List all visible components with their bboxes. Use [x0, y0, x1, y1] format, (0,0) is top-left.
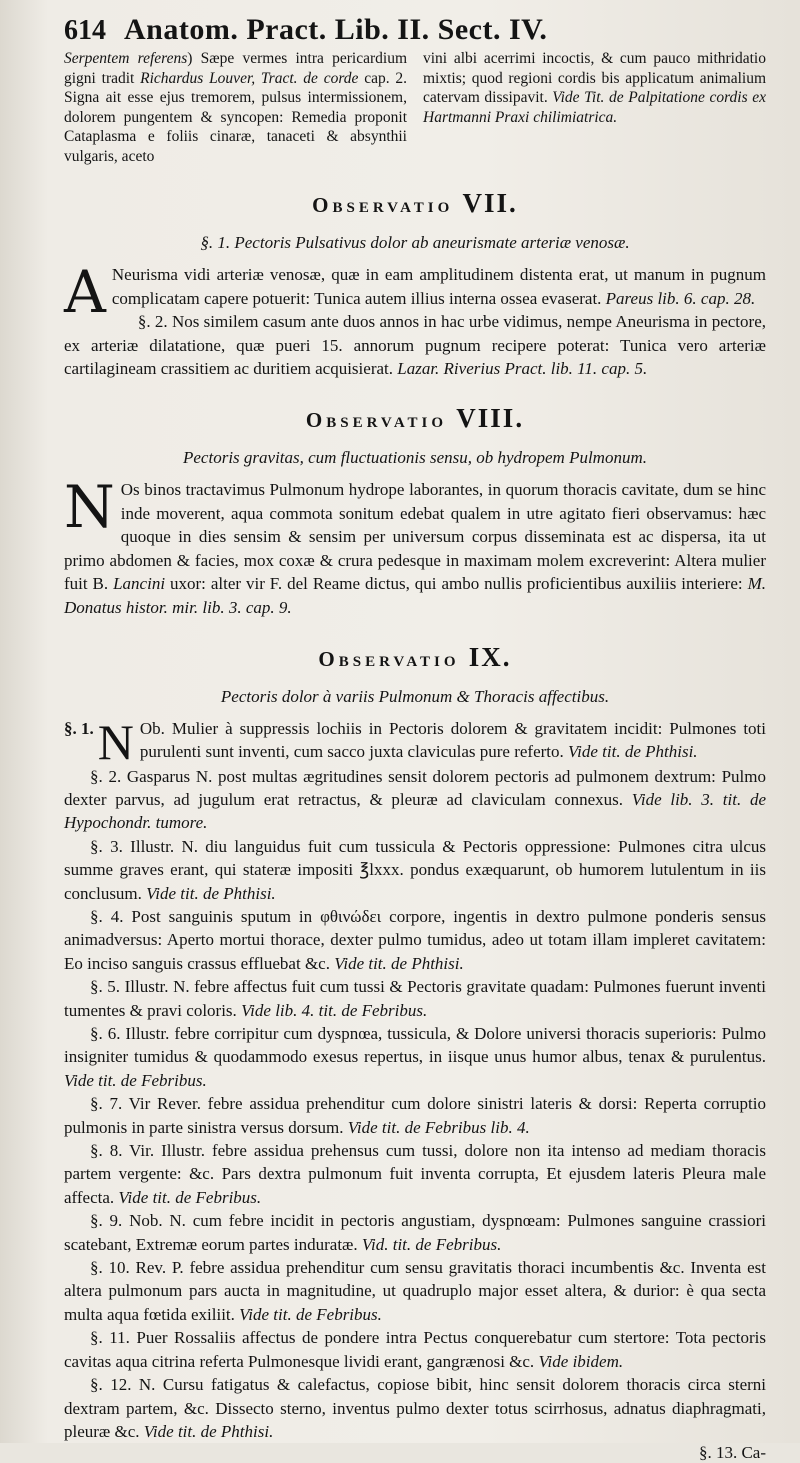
running-head: Anatom. Pract. Lib. II. Sect. IV. [124, 13, 548, 46]
section-text: §. 11. Puer Rossaliis affectus de pondere intra Pectus conquerebatur cum stertore: Tota pectoris cavitas aqua citrina referta Pulmonesque lividi erant, gangrænosi &c. [64, 1328, 766, 1371]
section-citation: Vide lib. 4. tit. de Febribus. [241, 1000, 428, 1020]
top-left-citation: Richardus Louver, Tract. de corde [140, 69, 359, 87]
section-citation: Vide tit. de Febribus. [118, 1187, 262, 1207]
section-text: §. 3. Illustr. N. diu languidus fuit cum tussicula & Pectoris oppressione: Pulmones citra ulcus summe graves erant, qui stateræ impositi ℥lxxx. pondus exæquarunt, ob humorem lutulentum in iis conclusum. [64, 836, 766, 903]
section-text: §. 4. Post sanguinis sputum in φθινώδει corpore, ingentis in dextro pulmone ponderis sensus animadversus: Aperto mortui thorace, dexter pulmo tumidus, adeo ut totam illam impleret cavitatem: Eo inciso sanguis crassus effluebat &c. [64, 906, 766, 973]
top-right-column [423, 49, 766, 166]
observation-9-title [64, 642, 766, 673]
observation-8-title [64, 403, 766, 434]
citation: Pareus lib. 6. cap. 28. [605, 288, 756, 308]
section-item [64, 1326, 766, 1373]
observation-number: VIII. [456, 402, 525, 433]
observation-number: IX. [468, 641, 512, 672]
observation-7-para-2 [64, 310, 766, 381]
section-list [64, 765, 766, 1444]
catchword: §. 13. Ca- [698, 1443, 766, 1463]
section-item [64, 1373, 766, 1443]
section-item [64, 1092, 766, 1139]
section-item [64, 1139, 766, 1209]
section-text: §. 7. Vir Rever. febre assidua prehenditur cum dolore sinistri lateris & dorsi: Reperta corruptio pulmonis in parte sinistra versus dorsum. [64, 1094, 766, 1137]
section-text: §. 9. Nob. N. cum febre incidit in pectoris angustiam, dyspnœam: Pulmones sanguine crassiori scatebant, Extremæ eorum partes induratæ. [64, 1211, 766, 1254]
top-left-text-a: ) Sæpe vermes intra pericardium gigni tradit [64, 50, 408, 87]
observation-label: Observatio [312, 193, 454, 217]
observation-9-body [64, 713, 766, 1463]
section-citation: Vide lib. 3. tit. de Hypochondr. tumore. [64, 789, 766, 833]
section-citation: Vide tit. de Phthisi. [334, 953, 464, 973]
section-item [64, 1022, 766, 1092]
section-citation: Vid. tit. de Febribus. [361, 1234, 502, 1254]
observation-9-subtitle: Pectoris dolor à variis Pulmonum & Thoracis affectibus. [220, 686, 610, 706]
section-text: §. 8. Vir. Illustr. febre assidua prehensus cum tussi, dolore non ita intenso ad mediam thoracis partem vergente: &c. Pars dextra pulmonum fuit inventa corrupta, Et ejusdem lateris Pleura male affecta. [64, 1141, 766, 1207]
section-citation: Vide tit. de Febribus. [64, 1070, 207, 1090]
margin-label: Serpentem referens [64, 50, 188, 67]
drop-cap: A [64, 258, 106, 326]
person-name: Lancini [113, 574, 166, 594]
citation: Vide tit. de Phthisi. [568, 741, 698, 761]
top-left-text-b: cap. 2. Signa ait esse ejus tremorem, pulsus intermissionem, dolorem pungentem & syncopen: Remedia proponit Cataplasma e foliis cinaræ, tanaceti & absynthii vulgaris, aceto [64, 69, 408, 165]
section-citation: Vide tit. de Phthisi. [143, 1421, 274, 1441]
citation: Lazar. Riverius Pract. lib. 11. cap. 5. [397, 359, 648, 379]
section-1 [64, 713, 766, 770]
section-item [64, 905, 766, 975]
observation-7-subtitle: §. 1. Pectoris Pulsativus dolor ab aneurismate arteriæ venosæ. [200, 233, 630, 252]
para-text: Os binos tractavimus Pulmonum hydrope laborantes, in quorum thoracis cavitate, dum se hinc inde moverent, aqua commota sonitum edebat qualem in utre agitato fieri observamus: hæc quoque in dies sensim & sensim per universum corpus disseminata est ac dispersa, ita ut primo abdomen & facies, mox coxæ & crura pedesque in maximam molem excreverint: Altera mulier fuit B. [64, 479, 766, 594]
citation: M. Donatus histor. mir. lib. 3. cap. 9. [64, 574, 766, 617]
section-text: §. 2. Gasparus N. post multas ægritudines sensit dolorem pectoris ad pulmonem dextrum: Pulmo dexter parvus, ad jugulum erat retractus, & pleuræ ad claviculam connexus. [64, 766, 766, 809]
observation-8-body [64, 472, 766, 620]
page-number: 614 [64, 15, 106, 46]
section-text: §. 5. Illustr. N. febre affectus fuit cum tussi & Pectoris gravitate quadam: Pulmones fuerunt inventi tumentes & pravi coloris. [64, 977, 766, 1020]
section-item [64, 835, 766, 905]
top-right-citation: Vide Tit. de Palpitatione cordis ex Hartmanni Praxi chilimiatrica. [423, 89, 766, 126]
top-left-column [64, 49, 407, 166]
section-citation: Vide ibidem. [538, 1351, 624, 1371]
section-citation: Vide tit. de Febribus lib. 4. [347, 1117, 530, 1137]
section-item [64, 1256, 766, 1326]
top-columns [64, 49, 766, 166]
section-text: §. 12. N. Cursu fatigatus & calefactus, copiose bibit, hinc sensit dolorem thoracis circa sterni dextram partem, &c. Dissecto sterno, inventus pulmo dexter totus scirrhosus, adnatus diaphragmati, pleuræ &c. [64, 1375, 766, 1441]
section-citation: Vide tit. de Phthisi. [146, 883, 276, 903]
drop-cap: N [64, 472, 115, 541]
observation-label: Observatio [305, 407, 448, 432]
section-item [64, 975, 766, 1022]
para-text: Ob. Mulier à suppressis lochiis in Pectoris dolorem & gravitatem incidit: Pulmones toti purulenti sunt inventi, cum sacco juxta claviculas pure referto. [139, 718, 766, 761]
section-item [64, 765, 766, 835]
section-text: §. 6. Illustr. febre corripitur cum dyspnœa, tussicula, & Dolore universi thoracis superioris: Pulmo insigniter tumidus & quodammodo exesus repertus, in iisque unus humor albus, tenax & purulentus. [64, 1024, 766, 1067]
observation-7-title [64, 188, 766, 219]
observation-label: Observatio [318, 646, 460, 671]
para-text: Neurisma vidi arteriæ venosæ, quæ in eam amplitudinem distenta erat, ut manum in pugnum complicatam capere potuerit: Tunica autem illius interna ossea evaserat. [111, 265, 766, 308]
observation-7-para-1 [64, 258, 766, 326]
observation-number: VII. [462, 188, 518, 218]
section-number: §. 1. [64, 718, 94, 738]
observation-7-body [64, 258, 766, 381]
section-citation: Vide tit. de Febribus. [239, 1304, 382, 1324]
top-right-text-a: vini albi acerrimi incoctis, & cum pauco mithridatio mixtis; quod regioni cordis bis applicatum animalium catervam dissipavit. [423, 50, 766, 106]
drop-cap: N [97, 713, 134, 770]
section-item [64, 1209, 766, 1256]
page-header [64, 14, 766, 47]
section-text: §. 10. Rev. P. febre assidua prehenditur cum sensu gravitatis thoraci incumbentis &c. Inventa est altera pulmonum pars aucta in magnitudine, ut quadruplo major esset altera, & durior: è qua secta multa aqua fœtida exiliit. [64, 1258, 766, 1324]
para-text: §. 2. Nos similem casum ante duos annos in hac urbe vidimus, nempe Aneurisma in pectore, ex arteriæ dilatatione, quæ pueri 15. annorum pugnum recipere poterat: Tunica vero arteriæ cartilagineam crassitiem ac duritiem acquisierat. [64, 312, 766, 379]
para-text-b: uxor: alter vir F. del Reame dictus, qui ambo nullis proficientibus auxiliis interiere: [165, 574, 748, 594]
observation-8-subtitle: Pectoris gravitas, cum fluctuationis sensu, ob hydropem Pulmonum. [183, 447, 647, 467]
observation-8-para [64, 472, 766, 620]
